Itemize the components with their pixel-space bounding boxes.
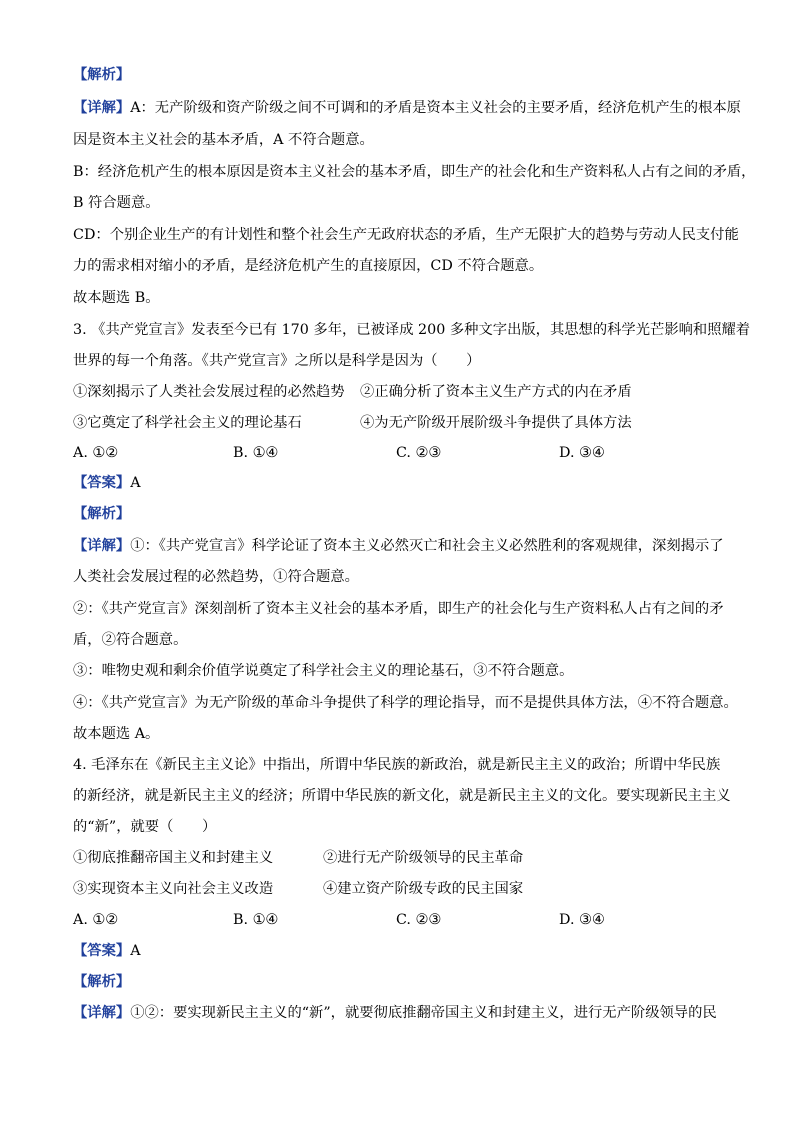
option-b-analysis: B：经济危机产生的根本原因是资本主义社会的基本矛盾，即生产的社会化和生产资料私人占有之间的矛盾， <box>73 164 756 180</box>
statement-3: ③实现资本主义向社会主义改造 <box>73 881 274 897</box>
analysis-label-text: 【解析】 <box>73 974 131 990</box>
option-b: B. ①④ <box>233 445 279 461</box>
detail-text: A：无产阶级和资产阶级之间不可调和的矛盾是资本主义社会的主要矛盾，经济危机产生的根本原 <box>130 100 741 116</box>
question-3-stem: 3. 《共产党宣言》发表至今已有 170 多年，已被译成 200 多种文字出版，其思想的科学光芒影响和照耀着 <box>73 322 751 338</box>
statement-1: ①彻底推翻帝国主义和封建主义 <box>73 850 274 866</box>
answer-label: 【答案】 <box>73 475 131 491</box>
question-4-analysis-label <box>73 972 753 992</box>
question-3-stem-continued: 世界的每一个角落。《共产党宣言》之所以是科学是因为（ ） <box>73 353 481 369</box>
option-c: C. ②③ <box>396 445 442 461</box>
question-3-detail-2: ②：《共产党宣言》深刻剖析了资本主义社会的基本矛盾，即生产的社会化与生产资料私人占有之间的矛 <box>73 601 724 617</box>
question-4-stem-end: 的“新”，就要（ ） <box>73 819 217 835</box>
detail-label: 【详解】 <box>73 1005 131 1021</box>
option-b: B. ①④ <box>233 912 279 928</box>
option-a: A. ①② <box>73 912 119 928</box>
detail-text: ①②：要实现新民主主义的“新”，就要彻底推翻帝国主义和封建主义，进行无产阶级领导的民 <box>130 1005 717 1021</box>
statement-1: ①深刻揭示了人类社会发展过程的必然趋势 <box>73 384 345 400</box>
option-cd-analysis-continued: 力的需求相对缩小的矛盾，是经济危机产生的直接原因，CD 不符合题意。 <box>73 258 544 274</box>
statement-2: ②正确分析了资本主义生产方式的内在矛盾 <box>360 384 632 400</box>
statement-4: ④为无产阶级开展阶级斗争提供了具体方法 <box>360 415 632 431</box>
question-3-detail-3: ③：唯物史观和剩余价值学说奠定了科学社会主义的理论基石，③不符合题意。 <box>73 663 574 679</box>
question-4-stem: 4. 毛泽东在《新民主主义论》中指出，所谓中华民族的新政治，就是新民主主义的政治；所谓中华民族 <box>73 757 721 773</box>
option-c: C. ②③ <box>396 912 442 928</box>
detail-label: 【详解】 <box>73 538 131 554</box>
question-4-detail <box>73 1003 753 1023</box>
conclusion-text: 故本题选 B。 <box>73 290 160 306</box>
option-a: A. ①② <box>73 445 119 461</box>
option-d: D. ③④ <box>559 445 605 461</box>
statement-3: ③它奠定了科学社会主义的理论基石 <box>73 415 302 431</box>
question-3-detail-2-continued: 盾，②符合题意。 <box>73 632 188 648</box>
question-3-detail-continued: 人类社会发展过程的必然趋势，①符合题意。 <box>73 569 359 585</box>
analysis-label-text: 【解析】 <box>73 67 131 83</box>
question-3-answer <box>73 473 753 493</box>
question-4-answer <box>73 941 753 961</box>
question-4-stem-continued: 的新经济，就是新民主主义的经济；所谓中华民族的新文化，就是新民主主义的文化。要实现新民主主义 <box>73 788 731 804</box>
analysis-label <box>73 65 753 85</box>
question-3-analysis-label <box>73 504 753 524</box>
detail-label: 【详解】 <box>73 100 131 116</box>
answer-label: 【答案】 <box>73 943 131 959</box>
detail-text: ①：《共产党宣言》科学论证了资本主义必然灭亡和社会主义必然胜利的客观规律，深刻揭示了 <box>130 538 724 554</box>
statement-4: ④建立资产阶级专政的民主国家 <box>323 881 524 897</box>
question-3-detail-4: ④：《共产党宣言》为无产阶级的革命斗争提供了科学的理论指导，而不是提供具体方法，④不符合题意。 <box>73 695 738 711</box>
analysis-label-text: 【解析】 <box>73 506 131 522</box>
answer-value: A <box>130 943 141 959</box>
question-3-conclusion: 故本题选 A。 <box>73 726 160 742</box>
statement-2: ②进行无产阶级领导的民主革命 <box>323 850 524 866</box>
answer-value: A <box>130 475 141 491</box>
option-b-analysis-continued: B 符合题意。 <box>73 195 160 211</box>
option-cd-analysis: CD：个别企业生产的有计划性和整个社会生产无政府状态的矛盾，生产无限扩大的趋势与劳动人民支付能 <box>73 227 739 243</box>
detail-paragraph-line <box>73 98 753 118</box>
detail-text-continued: 因是资本主义社会的基本矛盾，A 不符合题意。 <box>73 132 374 148</box>
question-3-detail <box>73 536 753 556</box>
option-d: D. ③④ <box>559 912 605 928</box>
